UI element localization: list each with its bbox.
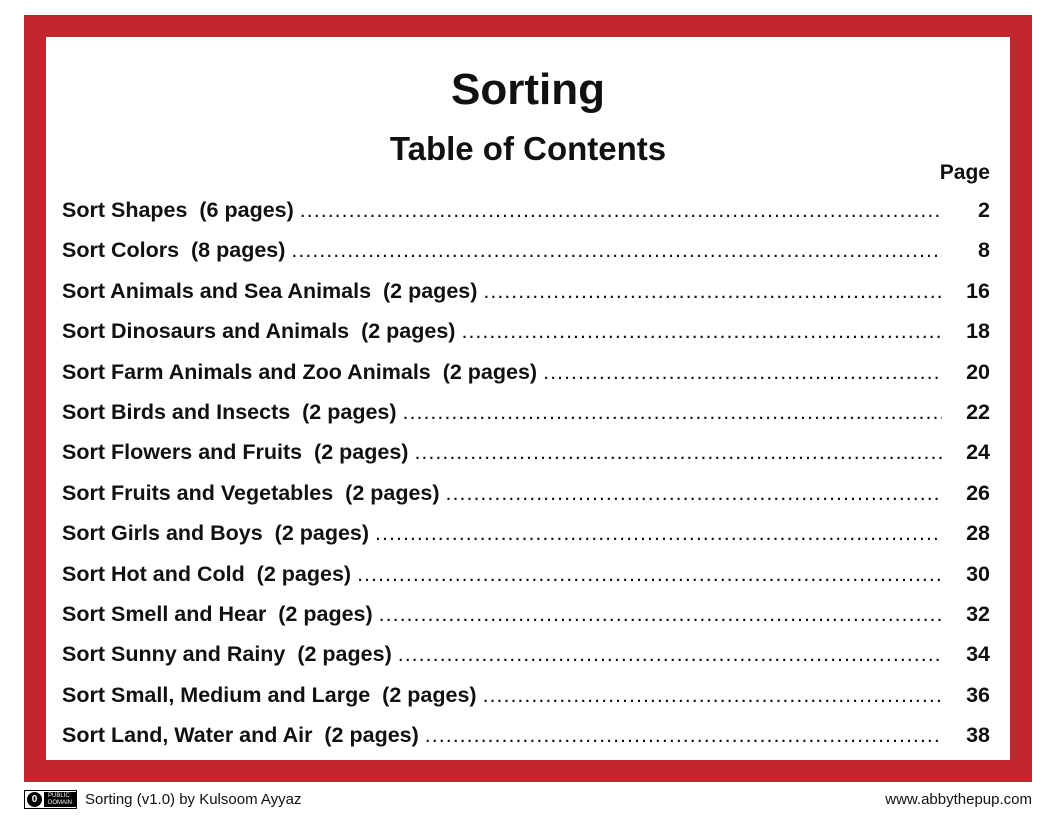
toc-entry-label: Sort Small, Medium and Large (2 pages): [62, 682, 477, 707]
toc-entry[interactable]: [62, 521, 990, 561]
footer: [24, 788, 1032, 810]
public-domain-badge-icon: 0 PUBLIC DOMAIN: [24, 790, 77, 809]
toc-entry[interactable]: [62, 360, 990, 400]
toc-entry[interactable]: [62, 319, 990, 359]
page-frame: [24, 15, 1032, 782]
toc-entry-page: 24: [966, 440, 990, 465]
dot-leader: [403, 400, 942, 425]
toc-entry[interactable]: [62, 400, 990, 440]
toc-entry-label: Sort Girls and Boys (2 pages): [62, 521, 370, 546]
dot-leader: [300, 198, 942, 223]
toc-entry-page: 16: [966, 278, 990, 303]
dot-leader: [483, 279, 942, 304]
dot-leader: [357, 562, 942, 587]
document-title: Sorting: [451, 65, 605, 114]
dot-leader: [398, 642, 942, 667]
toc-entry-label: Sort Dinosaurs and Animals (2 pages): [62, 319, 456, 344]
toc-list: [62, 198, 990, 763]
toc-entry[interactable]: [62, 238, 990, 278]
toc-entry[interactable]: [62, 602, 990, 642]
toc-entry-label: Sort Smell and Hear (2 pages): [62, 601, 373, 626]
toc-entry-page: 20: [966, 359, 990, 384]
dot-leader: [543, 360, 942, 385]
toc-entry[interactable]: [62, 279, 990, 319]
dot-leader: [414, 440, 942, 465]
toc-entry[interactable]: [62, 198, 990, 238]
dot-leader: [425, 723, 942, 748]
dot-leader: [379, 602, 942, 627]
toc-entry-page: 36: [966, 682, 990, 707]
toc-entry-page: 22: [966, 399, 990, 424]
toc-entry[interactable]: [62, 440, 990, 480]
toc-entry-page: 8: [978, 238, 990, 263]
dot-leader: [461, 319, 942, 344]
toc-heading: Table of Contents: [389, 130, 667, 167]
toc-entry-page: 28: [966, 521, 990, 546]
toc-entry-label: Sort Fruits and Vegetables (2 pages): [62, 480, 440, 505]
toc-entry-label: Sort Colors (8 pages): [62, 238, 286, 263]
toc-entry-page: 26: [966, 480, 990, 505]
credit-text: Sorting (v1.0) by Kulsoom Ayyaz: [85, 790, 302, 808]
toc-entry[interactable]: [62, 642, 990, 682]
website-link[interactable]: www.abbythepup.com: [885, 790, 1032, 808]
toc-entry-label: Sort Flowers and Fruits (2 pages): [62, 440, 409, 465]
toc-entry-page: 2: [978, 198, 990, 222]
toc-entry[interactable]: [62, 562, 990, 602]
toc-entry[interactable]: [62, 683, 990, 723]
toc-entry-label: Sort Sunny and Rainy (2 pages): [62, 642, 392, 667]
toc-entry[interactable]: [62, 723, 990, 763]
dot-leader: [446, 481, 942, 506]
toc-entry-label: Sort Hot and Cold (2 pages): [62, 561, 352, 586]
toc-entry-page: 18: [966, 319, 990, 344]
toc-entry-label: Sort Animals and Sea Animals (2 pages): [62, 278, 478, 303]
dot-leader: [483, 683, 942, 708]
toc-entry-page: 32: [966, 601, 990, 626]
toc-entry[interactable]: [62, 481, 990, 521]
toc-entry-page: 30: [966, 561, 990, 586]
toc-entry-label: Sort Birds and Insects (2 pages): [62, 399, 397, 424]
toc-entry-label: Sort Land, Water and Air (2 pages): [62, 723, 419, 748]
toc-entry-page: 34: [966, 642, 990, 667]
page-column-header: Page: [939, 161, 990, 184]
toc-entry-page: 38: [966, 723, 990, 748]
dot-leader: [291, 238, 942, 263]
toc-entry-label: Sort Shapes (6 pages): [62, 198, 294, 222]
toc-entry-label: Sort Farm Animals and Zoo Animals (2 pages): [62, 359, 538, 384]
dot-leader: [375, 521, 942, 546]
